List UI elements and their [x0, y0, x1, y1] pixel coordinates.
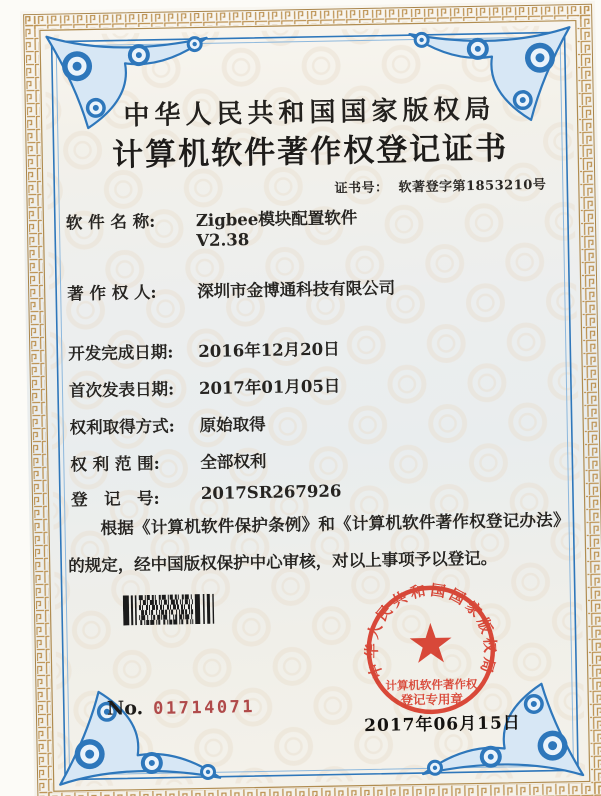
issue-date: 2017年06月15日 [364, 713, 522, 737]
field-value: 全部权利 [200, 451, 267, 473]
field-label: 首次发表日期: [68, 379, 175, 401]
star-icon [409, 622, 452, 663]
seal-line1: 计算机软件著作权 [385, 676, 478, 693]
field-label: 开发完成日期: [68, 342, 174, 364]
field-row-acquisition-method [69, 405, 569, 438]
field-row-rights-scope [70, 442, 570, 475]
issuer-title: 中华人民共和国国家版权局 [123, 94, 496, 132]
seal-line2: 登记专用章 [400, 691, 464, 708]
certificate-number [334, 174, 546, 197]
field-label: 登 记 号: [70, 488, 160, 510]
field-row-completion-date [68, 331, 568, 364]
field-value: 深圳市金博通科技有限公司 [197, 278, 396, 302]
serial-label: No. [106, 697, 144, 720]
field-value: 2016年12月20日 [198, 339, 340, 362]
field-row-first-publication [69, 368, 569, 401]
field-row-software-name [65, 200, 566, 251]
certificate [20, 1, 601, 796]
official-seal [353, 572, 508, 727]
cert-number-value: 软著登字第1853210号 [398, 177, 547, 196]
field-value: 2017SR267926 [200, 481, 342, 504]
statement-paragraph: 根据《计算机软件保护条例》和《计算机软件著作权登记办法》的规定，经中国版权保护中心审核，对以上事项予以登记。 [68, 510, 570, 576]
field-label: 著 作 权 人: [67, 282, 157, 304]
field-label: 软 件 名 称: [65, 211, 156, 233]
certificate-title: 计算机软件著作权登记证书 [111, 130, 509, 174]
field-label: 权利取得方式: [69, 416, 175, 438]
field-label: 权 利 范 围: [70, 453, 160, 475]
serial-number: 01714071 [153, 697, 256, 719]
serial-number-line [107, 695, 256, 720]
field-value-version: V2.38 [196, 230, 250, 251]
cert-number-label: 证书号： [334, 180, 389, 197]
seal-ring-text: 中华人民共和国国家版权局 [362, 580, 500, 681]
field-value: 原始取得 [199, 414, 266, 436]
barcode [123, 594, 216, 626]
field-value: 2017年01月05日 [198, 376, 341, 399]
field-value: Zigbee模块配置软件 [195, 208, 358, 231]
field-row-copyright-owner [67, 271, 567, 304]
